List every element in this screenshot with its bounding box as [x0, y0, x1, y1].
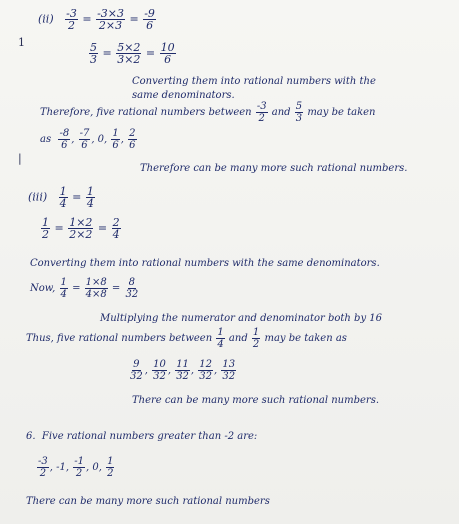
fraction: $\frac{10}{6}$ — [160, 41, 175, 66]
note-line: Multiplying the numerator and denominator both by 16 — [100, 313, 382, 324]
note-line: same denominators. — [132, 90, 235, 101]
part-ii-eq1: (ii) $\frac{-3}{2}$ = $\frac{-3\times 3}{2\times 3}$ = $\frac{-9}{6}$ — [38, 7, 155, 32]
therefore-line: Therefore, five rational numbers between $\frac{-3}{2}$ and $\frac{5}{3}$ may be taken — [40, 101, 376, 124]
part-ii-eq2: $\frac{5}{3}$ = $\frac{5\times 2}{3\times 2}$ = $\frac{10}{6}$ — [90, 41, 175, 66]
list-line: as $\frac{-8}{6}$ , $\frac{-7}{6}$ , 0, $\frac{1}{6}$ , $\frac{2}{6}$ — [40, 128, 136, 151]
note-line: Converting them into rational numbers with the — [132, 76, 376, 87]
thus-line: Thus, five rational numbers between $\frac{1}{4}$ and $\frac{1}{2}$ may be taken as — [26, 327, 347, 350]
part-iii-eq2: $\frac{1}{2}$ = $\frac{1\times 2}{2\times 2}$ = $\frac{2}{4}$ — [42, 216, 120, 241]
conclusion-line: Therefore can be many more such rational numbers. — [140, 163, 408, 174]
conclusion-line: There can be many more such rational numbers — [26, 496, 270, 507]
list-line: $\frac{9}{32}$ , $\frac{10}{32}$ , $\frac{11}{32}$ , $\frac{12}{32}$ , $\frac{13}{32}$ — [130, 359, 236, 382]
part-label: (ii) — [38, 12, 54, 26]
fraction: $\frac{5\times 2}{3\times 2}$ — [117, 41, 141, 66]
margin-mark: 1 — [18, 36, 25, 49]
note-line: Converting them into rational numbers with the same denominators. — [30, 258, 380, 269]
list-line: $\frac{-3}{2}$ , -1, $\frac{-1}{2}$ , 0, $\frac{1}{2}$ — [38, 456, 114, 479]
question-label: 6. — [26, 431, 36, 442]
fraction: $\frac{-3\times 3}{2\times 3}$ — [97, 7, 124, 32]
fraction: $\frac{-3}{2}$ — [66, 7, 77, 32]
fraction: $\frac{5}{3}$ — [90, 41, 97, 66]
part-label: (iii) — [28, 190, 48, 204]
part-iii-eq1: (iii) $\frac{1}{4}$ = $\frac{1}{4}$ — [28, 185, 94, 210]
margin-mark: | — [18, 152, 22, 165]
q6-line: 6. Five rational numbers greater than -2 are: — [26, 431, 258, 442]
fraction: $\frac{-9}{6}$ — [144, 7, 155, 32]
part-iii-eq3: Now, $\frac{1}{4}$ = $\frac{1\times 8}{4\times 8}$ = $\frac{8}{32}$ — [30, 277, 139, 300]
conclusion-line: There can be many more such rational numbers. — [132, 395, 380, 406]
